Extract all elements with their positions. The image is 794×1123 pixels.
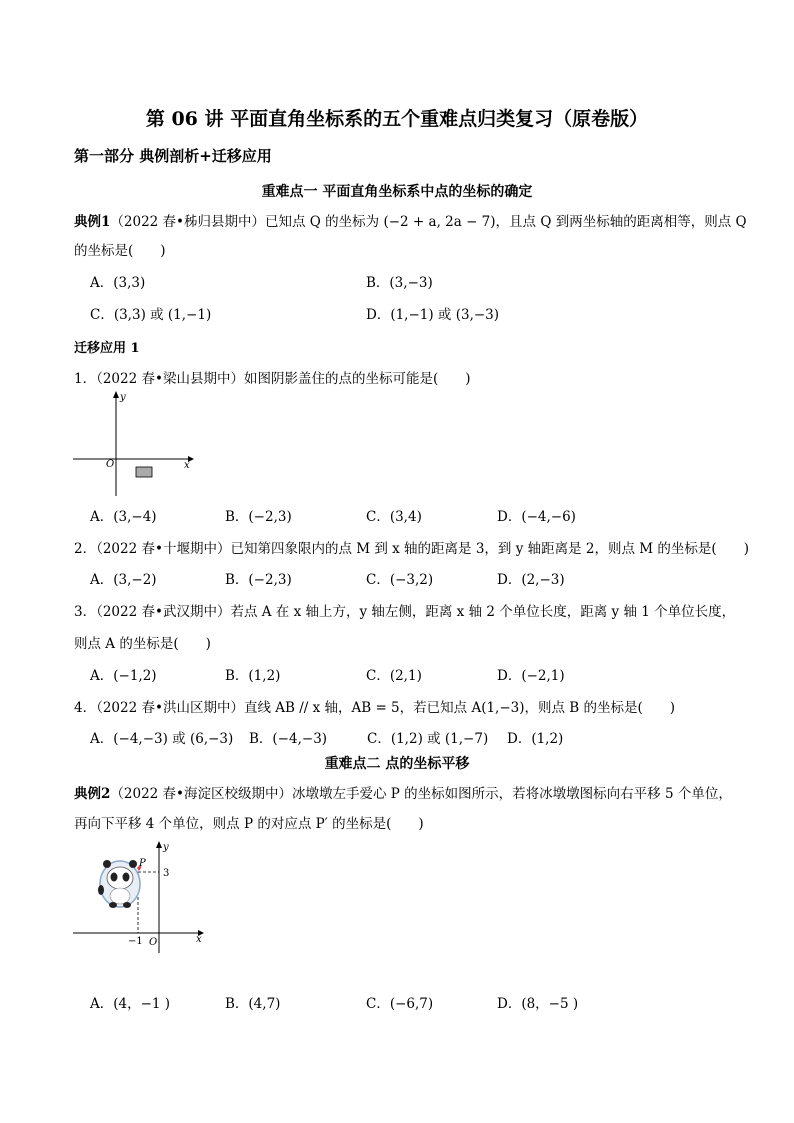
question-4-option-d[interactable]: D．(1,2) (507, 731, 564, 747)
origin-label: O (149, 937, 158, 948)
y-axis-label: y (163, 842, 169, 853)
question-2-option-d[interactable]: D．(2,−3) (497, 572, 565, 588)
y-axis-label: y (120, 392, 126, 403)
example-1-label: 典例1 (74, 214, 111, 230)
question-3-option-d[interactable]: D．(−2,1) (497, 668, 565, 684)
question-1-text: 1．（2022 春•梁山县期中）如图阴影盖住的点的坐标可能是( ) (74, 371, 471, 387)
question-3-line-1: 3．（2022 春•武汉期中）若点 A 在 x 轴上方，y 轴左侧，距离 x 轴 2 个单位长度，距离 y 轴 1 个单位长度， (74, 604, 736, 620)
example-2-option-a[interactable]: A．(4，−1 ) (90, 996, 171, 1012)
example-1-option-d[interactable]: D．(1,−1) 或 (3,−3) (366, 307, 500, 323)
point-p-label: P (139, 858, 146, 869)
question-4-option-a[interactable]: A．(−4,−3) 或 (6,−3) (90, 731, 234, 747)
question-1-option-d[interactable]: D．(−4,−6) (497, 509, 576, 525)
example-2-figure (68, 838, 218, 958)
example-2-option-b[interactable]: B．(4,7) (225, 996, 281, 1012)
question-3-line-2: 则点 A 的坐标是( ) (74, 636, 211, 652)
question-4-text: 4．（2022 春•洪山区期中）直线 AB // x 轴，AB = 5，若已知点 A(1,−3)，则点 B 的坐标是( ) (74, 700, 676, 716)
example-1-option-a[interactable]: A．(3,3) (90, 275, 146, 291)
example-2-label: 典例2 (74, 786, 111, 802)
page-title: 第 06 讲 平面直角坐标系的五个重难点归类复习（原卷版） (145, 108, 649, 130)
question-1-option-b[interactable]: B．(−2,3) (225, 509, 292, 525)
example-1-text: （2022 春•秭归县期中）已知点 Q 的坐标为 (−2 + a, 2a − 7)，且点 Q 到两坐标轴的距离相等，则点 Q (110, 214, 747, 230)
question-1-figure (68, 388, 198, 500)
question-4-option-b[interactable]: B．(−4,−3) (249, 731, 328, 747)
example-1-option-c[interactable]: C．(3,3) 或 (1,−1) (90, 307, 212, 323)
transfer-heading-1: 迁移应用 1 (74, 341, 140, 356)
question-2-text: 2．（2022 春•十堰期中）已知第四象限内的点 M 到 x 轴的距离是 3，到 y 轴距离是 2，则点 M 的坐标是( ) (74, 541, 749, 557)
y-axis-arrow (113, 391, 119, 398)
tick-label-3: 3 (163, 868, 170, 879)
bing-dwen-dwen-mascot-image (98, 860, 141, 908)
question-2-option-c[interactable]: C．(−3,2) (366, 572, 434, 588)
question-3-option-c[interactable]: C．(2,1) (366, 668, 422, 684)
question-1-option-a[interactable]: A．(3,−4) (90, 509, 157, 525)
question-4-option-c[interactable]: C．(1,2) 或 (1,−7) (367, 731, 489, 747)
question-2-option-b[interactable]: B．(−2,3) (225, 572, 292, 588)
example-2-line-2: 再向下平移 4 个单位，则点 P 的对应点 P′ 的坐标是( ) (74, 816, 424, 832)
section-heading-2: 重难点二 点的坐标平移 (324, 756, 470, 772)
question-1-option-c[interactable]: C．(3,4) (366, 509, 422, 525)
part-heading: 第一部分 典例剖析+迁移应用 (74, 147, 272, 165)
origin-label: O (106, 459, 115, 470)
shaded-rectangle (136, 467, 152, 477)
example-2-option-d[interactable]: D．(8，−5 ) (497, 996, 579, 1012)
example-1-line-1 (74, 210, 747, 230)
example-1-option-b[interactable]: B．(3,−3) (366, 275, 433, 291)
question-3-option-a[interactable]: A．(−1,2) (90, 668, 157, 684)
question-3-option-b[interactable]: B．(1,2) (225, 668, 281, 684)
y-axis-arrow (156, 841, 162, 848)
x-axis-label: x (196, 934, 202, 945)
example-1-line-2: 的坐标是( ) (74, 243, 166, 259)
tick-label-neg1: −1 (128, 936, 143, 947)
question-2-option-a[interactable]: A．(3,−2) (90, 572, 157, 588)
example-2-line-1 (74, 782, 732, 802)
example-2-option-c[interactable]: C．(−6,7) (366, 996, 434, 1012)
example-2-text: （2022 春•海淀区校级期中）冰墩墩左手爱心 P 的坐标如图所示，若将冰墩墩图标向右平移 5 个单位， (110, 786, 732, 802)
x-axis-label: x (184, 460, 190, 471)
section-heading-1: 重难点一 平面直角坐标系中点的坐标的确定 (261, 184, 533, 200)
